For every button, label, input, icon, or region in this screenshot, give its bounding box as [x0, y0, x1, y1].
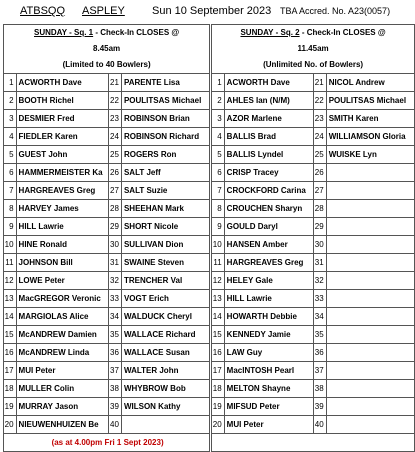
- s1-right-number: 37: [109, 362, 122, 380]
- s2-left-bowler: HELEY Gale: [224, 272, 313, 290]
- s2-right-bowler: [326, 254, 414, 272]
- s2-left-number: 10: [212, 236, 225, 254]
- s2-left-number: 13: [212, 290, 225, 308]
- event-date: Sun 10 September 2023: [152, 5, 272, 17]
- org-name: ATBSQQ: [20, 5, 66, 17]
- table-row: [4, 146, 415, 164]
- s2-left-bowler: HOWARTH Debbie: [224, 308, 313, 326]
- s2-right-bowler: [326, 290, 414, 308]
- table-row: [4, 200, 415, 218]
- s1-right-number: 32: [109, 272, 122, 290]
- footer-blank: [212, 434, 415, 452]
- s1-left-bowler: MULLER Colin: [16, 380, 109, 398]
- session1-title: SUNDAY - Sq. 1: [34, 28, 94, 37]
- s2-left-bowler: ACWORTH Dave: [224, 74, 313, 92]
- s1-left-number: 6: [4, 164, 17, 182]
- s1-right-bowler: TRENCHER Val: [121, 272, 209, 290]
- s1-left-number: 2: [4, 92, 17, 110]
- s1-right-number: 31: [109, 254, 122, 272]
- s1-right-bowler: ROBINSON Brian: [121, 110, 209, 128]
- table-row: [4, 362, 415, 380]
- s2-left-bowler: BALLIS Brad: [224, 128, 313, 146]
- s1-left-number: 13: [4, 290, 17, 308]
- s1-right-number: 40: [109, 416, 122, 434]
- session1-limit-note: (Limited to 40 Bowlers): [62, 60, 151, 69]
- s2-left-bowler: MUI Peter: [224, 416, 313, 434]
- s2-right-bowler: [326, 398, 414, 416]
- s1-right-bowler: WALTER John: [121, 362, 209, 380]
- s1-right-bowler: PARENTE Lisa: [121, 74, 209, 92]
- s1-right-number: 28: [109, 200, 122, 218]
- s2-left-bowler: CRISP Tracey: [224, 164, 313, 182]
- s1-left-number: 7: [4, 182, 17, 200]
- s2-right-bowler: [326, 200, 414, 218]
- s1-left-bowler: MARGIOLAS Alice: [16, 308, 109, 326]
- s1-left-number: 18: [4, 380, 17, 398]
- s2-right-number: 21: [314, 74, 327, 92]
- s2-left-number: 5: [212, 146, 225, 164]
- s1-right-number: 39: [109, 398, 122, 416]
- s2-right-bowler: [326, 218, 414, 236]
- s2-right-bowler: WUISKE Lyn: [326, 146, 414, 164]
- s2-right-bowler: SMITH Karen: [326, 110, 414, 128]
- s2-left-bowler: AHLES Ian (N/M): [224, 92, 313, 110]
- s2-right-number: 26: [314, 164, 327, 182]
- session2-limit-note: (Unlimited No. of Bowlers): [263, 60, 364, 69]
- s1-right-bowler: WILSON Kathy: [121, 398, 209, 416]
- s1-right-number: 27: [109, 182, 122, 200]
- s1-right-number: 26: [109, 164, 122, 182]
- session2-title: SUNDAY - Sq. 2: [240, 28, 300, 37]
- s2-right-number: 29: [314, 218, 327, 236]
- s2-right-number: 30: [314, 236, 327, 254]
- session1-checkin: - Check-In CLOSES @: [95, 28, 180, 37]
- session1-header: [4, 25, 210, 74]
- s2-left-number: 11: [212, 254, 225, 272]
- s2-right-bowler: [326, 380, 414, 398]
- s2-left-bowler: HANSEN Amber: [224, 236, 313, 254]
- session2-checkin: - Check-In CLOSES @: [301, 28, 386, 37]
- s2-left-number: 19: [212, 398, 225, 416]
- s1-left-bowler: McANDREW Damien: [16, 326, 109, 344]
- s1-left-number: 9: [4, 218, 17, 236]
- s1-left-bowler: HARVEY James: [16, 200, 109, 218]
- s1-left-bowler: DESMIER Fred: [16, 110, 109, 128]
- s2-left-number: 15: [212, 326, 225, 344]
- table-row: [4, 290, 415, 308]
- s1-right-bowler: ROGERS Ron: [121, 146, 209, 164]
- table-row: [4, 74, 415, 92]
- s2-right-number: 25: [314, 146, 327, 164]
- table-row: [4, 110, 415, 128]
- s1-left-number: 5: [4, 146, 17, 164]
- table-row: [4, 416, 415, 434]
- s1-right-number: 33: [109, 290, 122, 308]
- s1-left-bowler: FIEDLER Karen: [16, 128, 109, 146]
- s2-left-bowler: HARGREAVES Greg: [224, 254, 313, 272]
- s2-left-number: 14: [212, 308, 225, 326]
- s1-right-number: 25: [109, 146, 122, 164]
- s2-left-bowler: BALLIS Lyndel: [224, 146, 313, 164]
- table-row: [4, 398, 415, 416]
- s1-right-bowler: SALT Suzie: [121, 182, 209, 200]
- s1-left-bowler: GUEST John: [16, 146, 109, 164]
- s2-right-bowler: [326, 362, 414, 380]
- s1-left-bowler: BOOTH Richel: [16, 92, 109, 110]
- s1-right-number: 23: [109, 110, 122, 128]
- s2-left-number: 6: [212, 164, 225, 182]
- s2-right-number: 34: [314, 308, 327, 326]
- s2-left-number: 20: [212, 416, 225, 434]
- s2-right-bowler: [326, 326, 414, 344]
- s2-left-number: 4: [212, 128, 225, 146]
- s2-right-number: 39: [314, 398, 327, 416]
- s1-right-bowler: [121, 416, 209, 434]
- s1-right-bowler: WALLACE Richard: [121, 326, 209, 344]
- s2-right-number: 23: [314, 110, 327, 128]
- s1-right-bowler: SHORT Nicole: [121, 218, 209, 236]
- s2-right-number: 32: [314, 272, 327, 290]
- roster-table: [3, 24, 415, 452]
- table-row: [4, 272, 415, 290]
- s1-right-bowler: WHYBROW Bob: [121, 380, 209, 398]
- s2-left-number: 3: [212, 110, 225, 128]
- s2-left-number: 17: [212, 362, 225, 380]
- table-row: [4, 326, 415, 344]
- s1-left-number: 15: [4, 326, 17, 344]
- s1-right-number: 36: [109, 344, 122, 362]
- s1-left-bowler: MURRAY Jason: [16, 398, 109, 416]
- s2-right-bowler: [326, 182, 414, 200]
- s2-left-bowler: AZOR Marlene: [224, 110, 313, 128]
- s2-left-number: 16: [212, 344, 225, 362]
- s1-left-bowler: HILL Lawrie: [16, 218, 109, 236]
- s1-right-number: 29: [109, 218, 122, 236]
- table-row: [4, 92, 415, 110]
- s1-left-bowler: NIEUWENHUIZEN Be: [16, 416, 109, 434]
- s1-left-bowler: HARGREAVES Greg: [16, 182, 109, 200]
- s2-left-bowler: MIFSUD Peter: [224, 398, 313, 416]
- table-row: [4, 308, 415, 326]
- s1-right-number: 35: [109, 326, 122, 344]
- table-row: [4, 236, 415, 254]
- s1-left-number: 1: [4, 74, 17, 92]
- s2-right-number: 33: [314, 290, 327, 308]
- s1-left-number: 4: [4, 128, 17, 146]
- s1-left-number: 3: [4, 110, 17, 128]
- s1-right-bowler: SALT Jeff: [121, 164, 209, 182]
- s1-right-bowler: SWAINE Steven: [121, 254, 209, 272]
- footer-row: [4, 434, 415, 452]
- s1-left-bowler: HINE Ronald: [16, 236, 109, 254]
- session2-time: 11.45am: [297, 44, 329, 53]
- s2-left-bowler: MacINTOSH Pearl: [224, 362, 313, 380]
- s2-right-number: 36: [314, 344, 327, 362]
- location-name: ASPLEY: [82, 5, 125, 17]
- s2-right-number: 27: [314, 182, 327, 200]
- s2-right-number: 35: [314, 326, 327, 344]
- session1-time: 8.45am: [93, 44, 121, 53]
- s1-right-bowler: ROBINSON Richard: [121, 128, 209, 146]
- s2-left-number: 7: [212, 182, 225, 200]
- s2-left-number: 8: [212, 200, 225, 218]
- s2-right-number: 38: [314, 380, 327, 398]
- as-at-note: (as at 4.00pm Fri 1 Sept 2023): [4, 434, 210, 452]
- s1-left-number: 12: [4, 272, 17, 290]
- s1-right-bowler: VOGT Erich: [121, 290, 209, 308]
- s2-right-number: 31: [314, 254, 327, 272]
- s1-right-bowler: WALLACE Susan: [121, 344, 209, 362]
- sheet-header: [0, 0, 415, 20]
- session2-header: [212, 25, 415, 74]
- s1-left-number: 17: [4, 362, 17, 380]
- s1-right-number: 30: [109, 236, 122, 254]
- accreditation-number: TBA Accred. No. A23(0057): [280, 6, 391, 16]
- s1-left-number: 19: [4, 398, 17, 416]
- table-row: [4, 182, 415, 200]
- s2-left-number: 2: [212, 92, 225, 110]
- s1-right-number: 24: [109, 128, 122, 146]
- table-row: [4, 128, 415, 146]
- s1-left-bowler: ACWORTH Dave: [16, 74, 109, 92]
- s2-left-number: 9: [212, 218, 225, 236]
- s1-left-number: 10: [4, 236, 17, 254]
- s1-right-number: 34: [109, 308, 122, 326]
- s2-right-number: 37: [314, 362, 327, 380]
- s1-right-bowler: POULITSAS Michael: [121, 92, 209, 110]
- table-row: [4, 344, 415, 362]
- s2-left-bowler: LAW Guy: [224, 344, 313, 362]
- s1-left-bowler: LOWE Peter: [16, 272, 109, 290]
- s2-left-bowler: GOULD Daryl: [224, 218, 313, 236]
- s2-left-number: 1: [212, 74, 225, 92]
- s1-left-bowler: MacGREGOR Veronic: [16, 290, 109, 308]
- s1-right-number: 38: [109, 380, 122, 398]
- s1-left-bowler: McANDREW Linda: [16, 344, 109, 362]
- s2-right-number: 22: [314, 92, 327, 110]
- s1-right-number: 21: [109, 74, 122, 92]
- s2-right-bowler: [326, 344, 414, 362]
- table-row: [4, 164, 415, 182]
- s2-right-number: 40: [314, 416, 327, 434]
- s1-left-number: 16: [4, 344, 17, 362]
- s1-left-number: 20: [4, 416, 17, 434]
- s2-right-number: 28: [314, 200, 327, 218]
- s2-right-bowler: WILLIAMSON Gloria: [326, 128, 414, 146]
- s1-right-bowler: WALDUCK Cheryl: [121, 308, 209, 326]
- s2-right-bowler: NICOL Andrew: [326, 74, 414, 92]
- s1-left-bowler: HAMMERMEISTER Ka: [16, 164, 109, 182]
- s2-left-bowler: CROUCHEN Sharyn: [224, 200, 313, 218]
- s1-right-bowler: SHEEHAN Mark: [121, 200, 209, 218]
- s2-right-bowler: [326, 308, 414, 326]
- s1-left-number: 14: [4, 308, 17, 326]
- s2-right-bowler: [326, 164, 414, 182]
- s2-left-bowler: CROCKFORD Carina: [224, 182, 313, 200]
- s2-right-bowler: [326, 236, 414, 254]
- s1-left-number: 11: [4, 254, 17, 272]
- s1-left-bowler: JOHNSON Bill: [16, 254, 109, 272]
- s1-right-number: 22: [109, 92, 122, 110]
- table-row: [4, 254, 415, 272]
- s1-left-bowler: MUI Peter: [16, 362, 109, 380]
- s2-right-number: 24: [314, 128, 327, 146]
- table-row: [4, 218, 415, 236]
- s1-right-bowler: SULLIVAN Dion: [121, 236, 209, 254]
- s2-left-number: 12: [212, 272, 225, 290]
- s2-right-bowler: POULITSAS Michael: [326, 92, 414, 110]
- s2-right-bowler: [326, 416, 414, 434]
- s1-left-number: 8: [4, 200, 17, 218]
- s2-left-bowler: MELTON Shayne: [224, 380, 313, 398]
- s2-left-bowler: HILL Lawrie: [224, 290, 313, 308]
- s2-left-number: 18: [212, 380, 225, 398]
- table-row: [4, 380, 415, 398]
- s2-right-bowler: [326, 272, 414, 290]
- s2-left-bowler: KENNEDY Jamie: [224, 326, 313, 344]
